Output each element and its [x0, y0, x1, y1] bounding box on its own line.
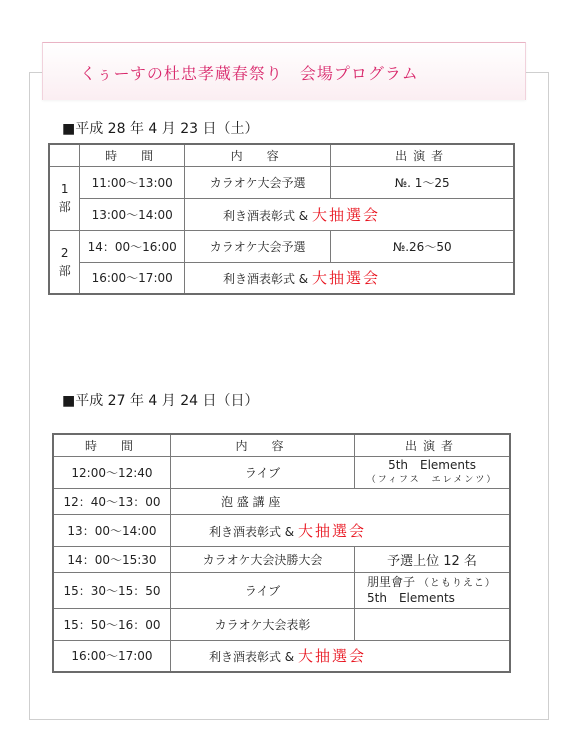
content-prefix: 利き酒表彰式 &: [222, 208, 312, 223]
row-time: 15：50～16：00: [53, 608, 170, 640]
content-prefix: 利き酒表彰式 &: [208, 650, 298, 665]
row-performer: 予選上位 12 名: [355, 546, 510, 572]
row-content: カラオケ大会予選: [184, 166, 330, 198]
row-performer: №.26～50: [331, 230, 514, 262]
row-content: [170, 514, 510, 546]
day2-schedule-table: [52, 433, 511, 673]
header-performer: 出演者: [331, 144, 514, 166]
row-performer: [355, 572, 510, 608]
row-performer: [355, 456, 510, 488]
table-row: [53, 572, 510, 608]
header-content: 内 容: [184, 144, 330, 166]
row-time: 15：30～15：50: [53, 572, 170, 608]
row-time: 14：00～15:30: [53, 546, 170, 572]
row-content: [170, 640, 510, 672]
row-time: 13：00～14:00: [53, 514, 170, 546]
header-performer: 出演者: [355, 434, 510, 456]
content-highlight: 大抽選会: [311, 269, 380, 288]
performer-name-2: 5th Elements: [367, 591, 455, 605]
row-time: 12:00～12:40: [53, 456, 170, 488]
performer-name: 朋里會子: [367, 575, 416, 589]
content-highlight: 大抽選会: [297, 521, 366, 540]
table-row: [49, 198, 514, 230]
row-performer-empty: [355, 608, 510, 640]
day1-heading: ■平成 28 年 4 月 23 日（土）: [62, 121, 259, 137]
row-time: 12：40～13：00: [53, 488, 170, 514]
row-content: ライブ: [170, 572, 354, 608]
performer-name: 5th Elements: [388, 457, 476, 472]
row-performer: №. 1～25: [331, 166, 514, 198]
day2-heading: ■平成 27 年 4 月 24 日（日）: [62, 393, 259, 409]
table-row: [53, 640, 510, 672]
performer-reading: （フィフス エレメンツ）: [366, 474, 498, 485]
table-row: [53, 488, 510, 514]
row-time: 13:00～14:00: [80, 198, 185, 230]
table-row: [53, 608, 510, 640]
row-time: 16:00～17:00: [53, 640, 170, 672]
row-content: カラオケ大会予選: [184, 230, 330, 262]
table-row: [53, 546, 510, 572]
row-content: [184, 198, 514, 230]
table-row: [49, 262, 514, 294]
table-row: [53, 514, 510, 546]
performer-reading: （ともりえこ）: [418, 578, 496, 589]
header-blank: [49, 144, 80, 166]
row-content: カラオケ大会表彰: [170, 608, 354, 640]
part-2-label: 2 部: [49, 230, 80, 294]
content-prefix: 利き酒表彰式 &: [208, 524, 298, 539]
table-row: [49, 230, 514, 262]
content-highlight: 大抽選会: [311, 205, 380, 224]
row-content: カラオケ大会決勝大会: [170, 546, 354, 572]
content-highlight: 大抽選会: [297, 647, 366, 666]
row-content: [184, 262, 514, 294]
row-time: 14：00～16:00: [80, 230, 185, 262]
header-time: 時 間: [80, 144, 185, 166]
row-content: 泡 盛 講 座: [170, 488, 510, 514]
row-time: 11:00～13:00: [80, 166, 185, 198]
row-content: ライブ: [170, 456, 354, 488]
content-prefix: 利き酒表彰式 &: [222, 272, 312, 287]
table-row: [53, 456, 510, 488]
table-header-row: [49, 144, 514, 166]
day1-schedule-table: [48, 143, 515, 295]
header-content: 内 容: [170, 434, 354, 456]
header-time: 時 間: [53, 434, 170, 456]
table-row: [49, 166, 514, 198]
part-1-label: 1 部: [49, 166, 80, 230]
row-time: 16:00～17:00: [80, 262, 185, 294]
page-title: くぅーすの杜忠孝蔵春祭り 会場プログラム: [80, 64, 419, 83]
table-header-row: [53, 434, 510, 456]
